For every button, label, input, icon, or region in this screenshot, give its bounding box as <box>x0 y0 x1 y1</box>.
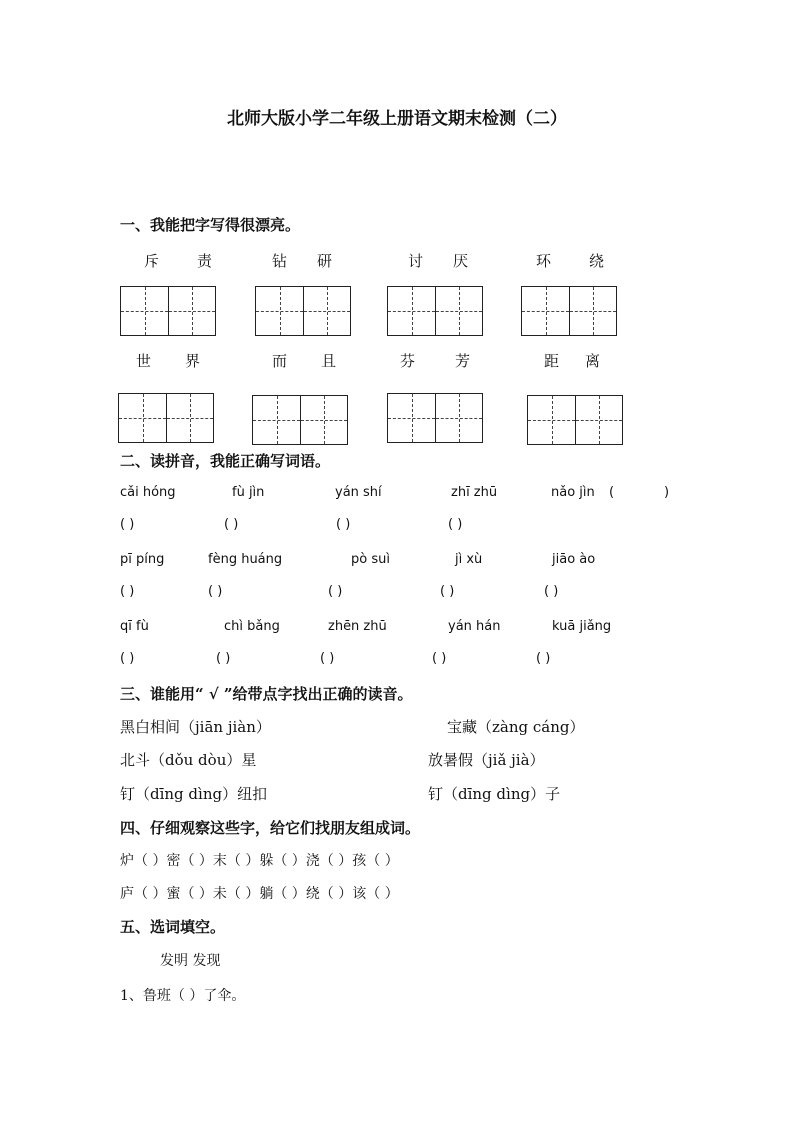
grid-cell[interactable] <box>253 396 300 444</box>
writing-grid[interactable] <box>118 393 214 443</box>
grid-cell[interactable] <box>569 287 616 335</box>
char: 界 <box>185 352 201 370</box>
char: 厌 <box>453 252 469 270</box>
pinyin: pī píng <box>120 552 165 567</box>
answer-blank[interactable]: ( ) <box>216 651 231 666</box>
pinyin: cǎi hóng <box>120 485 176 500</box>
char: 环 <box>536 252 552 270</box>
pinyin: yán hán <box>448 619 501 634</box>
writing-grid[interactable] <box>387 286 483 336</box>
reading-choice-item[interactable]: 钉（dīng dìng）纽扣 <box>120 785 268 803</box>
char-pair <box>400 350 470 371</box>
answer-blank[interactable]: ( ) <box>208 584 223 599</box>
section-5-heading: 五、选词填空。 <box>120 918 226 936</box>
char: 且 <box>321 352 337 370</box>
answer-paren-close: ) <box>664 485 670 500</box>
pinyin: zhēn zhū <box>328 619 387 634</box>
answer-blank[interactable]: ( ) <box>544 584 559 599</box>
char: 离 <box>585 352 601 370</box>
char: 芬 <box>400 352 416 370</box>
pinyin: jì xù <box>455 552 483 567</box>
grid-cell[interactable] <box>168 287 215 335</box>
char: 钻 <box>272 252 288 270</box>
grid-cell[interactable] <box>575 396 622 444</box>
char: 而 <box>272 352 288 370</box>
answer-blank[interactable]: ( ) <box>448 517 463 532</box>
char: 芳 <box>455 352 471 370</box>
char: 世 <box>136 352 152 370</box>
reading-choice-item[interactable]: 黑白相间（jiān jiàn） <box>120 718 271 736</box>
answer-blank[interactable]: ( ) <box>120 651 135 666</box>
word-group-row[interactable]: 炉（ ）密（ ）末（ ）躲（ ）浇（ ）孩（ ） <box>120 853 399 869</box>
char-pair <box>408 250 468 271</box>
char: 绕 <box>589 252 605 270</box>
writing-grid[interactable] <box>527 395 623 445</box>
word-group-row[interactable]: 庐（ ）蜜（ ）未（ ）躺（ ）绕（ ）该（ ） <box>120 886 399 902</box>
char-pair <box>144 250 212 271</box>
answer-blank[interactable]: ( ) <box>120 517 135 532</box>
pinyin: kuā jiǎng <box>552 619 612 634</box>
writing-grid[interactable] <box>387 393 483 443</box>
fill-blank-question[interactable]: 1、鲁班（ ）了伞。 <box>120 988 246 1004</box>
pinyin: nǎo jìn <box>551 485 595 500</box>
grid-cell[interactable] <box>388 287 435 335</box>
grid-cell[interactable] <box>119 394 166 442</box>
section-3-heading: 三、谁能用“ √ ”给带点字找出正确的读音。 <box>120 685 413 703</box>
pinyin: yán shí <box>335 485 382 500</box>
grid-cell[interactable] <box>435 287 482 335</box>
answer-blank[interactable]: ( ) <box>336 517 351 532</box>
answer-blank[interactable]: ( ) <box>320 651 335 666</box>
reading-choice-item[interactable]: 宝藏（zàng cáng） <box>447 718 585 736</box>
char-pair <box>272 350 336 371</box>
answer-blank[interactable]: ( ) <box>536 651 551 666</box>
writing-grid[interactable] <box>120 286 216 336</box>
grid-cell[interactable] <box>256 287 303 335</box>
answer-blank[interactable]: ( ) <box>432 651 447 666</box>
reading-choice-item[interactable]: 钉（dīng dìng）子 <box>428 785 561 803</box>
pinyin: qī fù <box>120 619 149 634</box>
pinyin: jiāo ào <box>552 552 596 567</box>
char-pair <box>272 250 332 271</box>
section-2-heading: 二、读拼音，我能正确写词语。 <box>120 452 331 470</box>
writing-grid[interactable] <box>255 286 351 336</box>
word-options: 发明 发现 <box>160 953 221 969</box>
answer-blank[interactable]: ( ) <box>120 584 135 599</box>
pinyin: fèng huáng <box>208 552 283 567</box>
grid-cell[interactable] <box>435 394 482 442</box>
char: 距 <box>544 352 560 370</box>
answer-blank[interactable]: ( ) <box>224 517 239 532</box>
reading-choice-item[interactable]: 北斗（dǒu dòu）星 <box>120 751 257 769</box>
pinyin: pò suì <box>351 552 390 567</box>
char-pair <box>536 250 604 271</box>
grid-cell[interactable] <box>522 287 569 335</box>
grid-cell[interactable] <box>528 396 575 444</box>
grid-cell[interactable] <box>166 394 213 442</box>
pinyin: zhī zhū <box>451 485 498 500</box>
grid-cell[interactable] <box>121 287 168 335</box>
page-title: 北师大版小学二年级上册语文期末检测（二） <box>227 109 567 129</box>
answer-blank[interactable]: ( ) <box>328 584 343 599</box>
pinyin: fù jìn <box>232 485 265 500</box>
section-1-heading: 一、我能把字写得很漂亮。 <box>120 216 301 234</box>
writing-grid[interactable] <box>252 395 348 445</box>
char: 斥 <box>144 252 160 270</box>
char: 责 <box>197 252 213 270</box>
char: 研 <box>317 252 333 270</box>
writing-grid[interactable] <box>521 286 617 336</box>
answer-blank[interactable]: ( ) <box>440 584 455 599</box>
char: 讨 <box>408 252 424 270</box>
reading-choice-item[interactable]: 放暑假（jiǎ jià） <box>428 751 545 769</box>
grid-cell[interactable] <box>388 394 435 442</box>
grid-cell[interactable] <box>303 287 350 335</box>
grid-cell[interactable] <box>300 396 347 444</box>
char-pair <box>136 350 200 371</box>
char-pair <box>544 350 600 371</box>
section-4-heading: 四、仔细观察这些字，给它们找朋友组成词。 <box>120 819 421 837</box>
answer-paren-open[interactable]: ( <box>609 485 615 500</box>
pinyin: chì bǎng <box>224 619 280 634</box>
